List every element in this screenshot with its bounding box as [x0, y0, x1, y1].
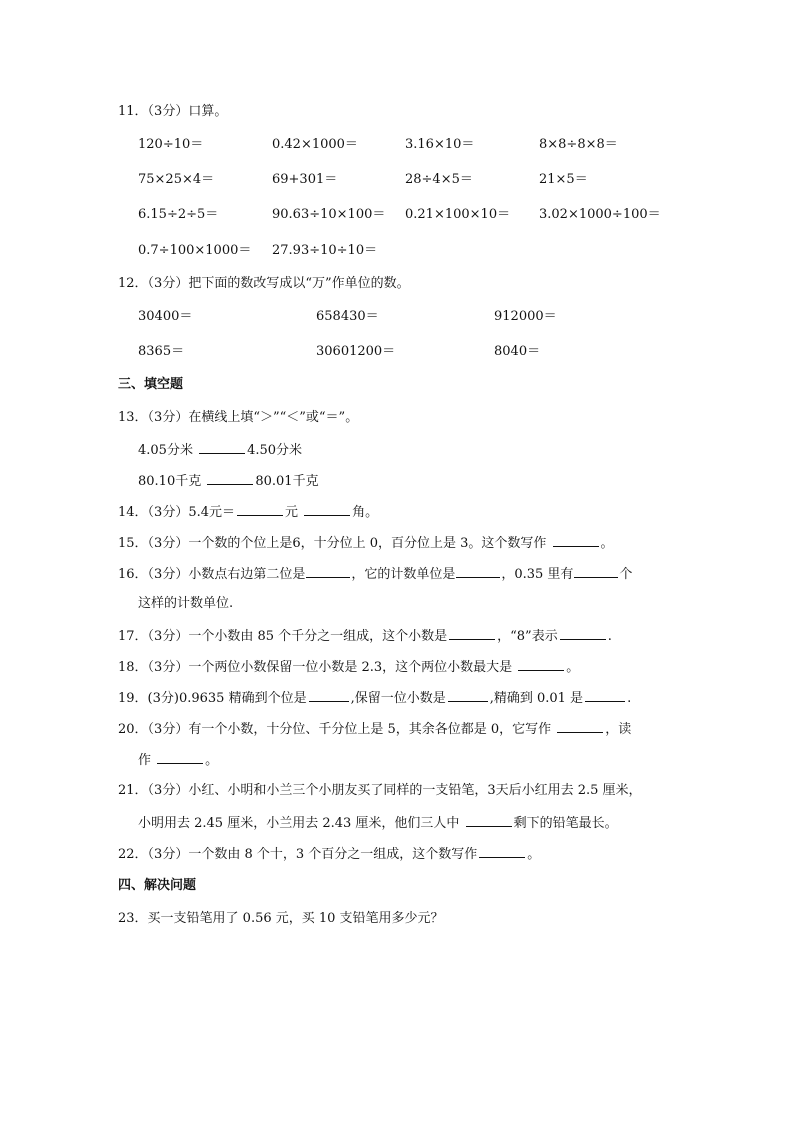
q17-text: .: [607, 629, 612, 644]
q15: [118, 533, 614, 553]
q15-end: 。: [600, 536, 614, 551]
answer-blank[interactable]: [518, 657, 564, 671]
answer-blank[interactable]: [157, 750, 203, 764]
q12-item: 658430＝: [316, 309, 379, 324]
q13-item-b: [138, 471, 319, 491]
q14-unit-jiao: 角。: [352, 505, 379, 520]
answer-blank[interactable]: [306, 564, 350, 578]
q13-b-left: 80.10千克: [138, 474, 202, 489]
q16-cont: 这样的计数单位.: [138, 596, 234, 611]
q19-text: ,保留一位小数是: [350, 691, 446, 706]
answer-blank[interactable]: [553, 533, 599, 547]
q13-title: 13．（3分）在横线上填“＞”“＜”或“＝”。: [118, 410, 359, 425]
q20-cont: [138, 750, 218, 770]
q21-text: 剩下的铅笔最长。: [513, 816, 618, 831]
q12-item: 8365＝: [138, 344, 185, 359]
answer-blank[interactable]: [448, 688, 488, 702]
q20: [118, 719, 631, 739]
q20-text: 作: [138, 753, 152, 768]
q18-text: 。: [566, 660, 580, 675]
q19-text: 19．(3分)0.9635 精确到个位是: [118, 691, 307, 706]
q19-text: ,精确到 0.01 是: [489, 691, 584, 706]
q21-line1: 21．（3分）小红、小明和小兰三个小朋友买了同样的一支铅笔，3天后小红用去 2.5 厘米，: [118, 783, 642, 798]
q16: [118, 564, 632, 584]
q19-text: .: [627, 691, 632, 706]
q23: 23．买一支铅笔用了 0.56 元，买 10 支铅笔用多少元？: [118, 911, 444, 926]
q11-item: 69+301＝: [272, 172, 338, 187]
q18-text: 18．（3分）一个两位小数保留一位小数是 2.3，这个两位小数最大是: [118, 660, 513, 675]
q22-text: 。: [527, 847, 541, 862]
q14-text: 14．（3分）5.4元＝: [118, 505, 235, 520]
q11-item: 8×8÷8×8＝: [539, 137, 618, 152]
q16-text: 16．（3分）小数点右边第二位是: [118, 567, 306, 582]
q21-line2: [138, 813, 618, 833]
q12-item: 912000＝: [494, 309, 557, 324]
answer-blank[interactable]: [237, 502, 283, 516]
q16-text: 个: [619, 567, 633, 582]
answer-blank[interactable]: [479, 844, 525, 858]
q12-item: 30400＝: [138, 309, 193, 324]
q13-a-right: 4.50分米: [247, 443, 303, 458]
answer-blank[interactable]: [304, 502, 350, 516]
q11-title: 11．（3分）口算。: [118, 104, 228, 119]
q17-text: 17．（3分）一个小数由 85 个千分之一组成，这个小数是: [118, 629, 448, 644]
q11-item: 21×5＝: [539, 172, 588, 187]
q11-item: 120÷10＝: [138, 137, 204, 152]
q14: [118, 502, 378, 522]
answer-blank[interactable]: [466, 813, 512, 827]
q13-b-right: 80.01千克: [255, 474, 319, 489]
q17-text: ，“8”表示: [497, 629, 558, 644]
q16-text: ，它的计数单位是: [351, 567, 456, 582]
q22-text: 22．（3分）一个数由 8 个十，3 个百分之一组成，这个数写作: [118, 847, 478, 862]
answer-blank[interactable]: [560, 626, 606, 640]
q11-item: 27.93÷10÷10＝: [272, 243, 378, 258]
q11-item: 0.42×1000＝: [272, 137, 358, 152]
answer-blank[interactable]: [574, 564, 618, 578]
q15-text: 15．（3分）一个数的个位上是6，十分位上 0，百分位上是 3。这个数写作: [118, 536, 547, 551]
q12-item: 30601200＝: [316, 344, 396, 359]
q11-item: 28÷4×5＝: [405, 172, 473, 187]
q12-item: 8040＝: [494, 344, 541, 359]
q17: [118, 626, 612, 646]
q11-item: 3.16×10＝: [405, 137, 475, 152]
q11-item: 3.02×1000÷100＝: [539, 207, 661, 222]
q20-text: 。: [205, 753, 219, 768]
q13-item-a: [138, 440, 302, 460]
answer-blank[interactable]: [456, 564, 500, 578]
answer-blank[interactable]: [199, 440, 245, 454]
q19: [118, 688, 631, 708]
answer-blank[interactable]: [207, 471, 253, 485]
answer-blank[interactable]: [585, 688, 625, 702]
q12-title: 12．（3分）把下面的数改写成以“万”作单位的数。: [118, 276, 410, 291]
q11-item: 75×25×4＝: [138, 172, 215, 187]
q14-unit-yuan: 元: [285, 505, 299, 520]
section-heading: 三、填空题: [118, 377, 184, 392]
answer-blank[interactable]: [449, 626, 495, 640]
answer-blank[interactable]: [557, 719, 603, 733]
q11-item: 0.7÷100×1000＝: [138, 243, 252, 258]
q20-text: ，读: [605, 722, 632, 737]
q18: [118, 657, 579, 677]
q11-item: 0.21×100×10＝: [405, 207, 511, 222]
q22: [118, 844, 540, 864]
q21-text: 小明用去 2.45 厘米，小兰用去 2.43 厘米，他们三人中: [138, 816, 460, 831]
q11-item: 90.63÷10×100＝: [272, 207, 386, 222]
q20-text: 20．（3分）有一个小数，十分位、千分位上是 5，其余各位都是 0，它写作: [118, 722, 552, 737]
section-heading: 四、解决问题: [118, 878, 197, 893]
answer-blank[interactable]: [309, 688, 349, 702]
q13-a-left: 4.05分米: [138, 443, 193, 458]
q16-text: ，0.35 里有: [501, 567, 574, 582]
q11-item: 6.15÷2÷5＝: [138, 207, 219, 222]
